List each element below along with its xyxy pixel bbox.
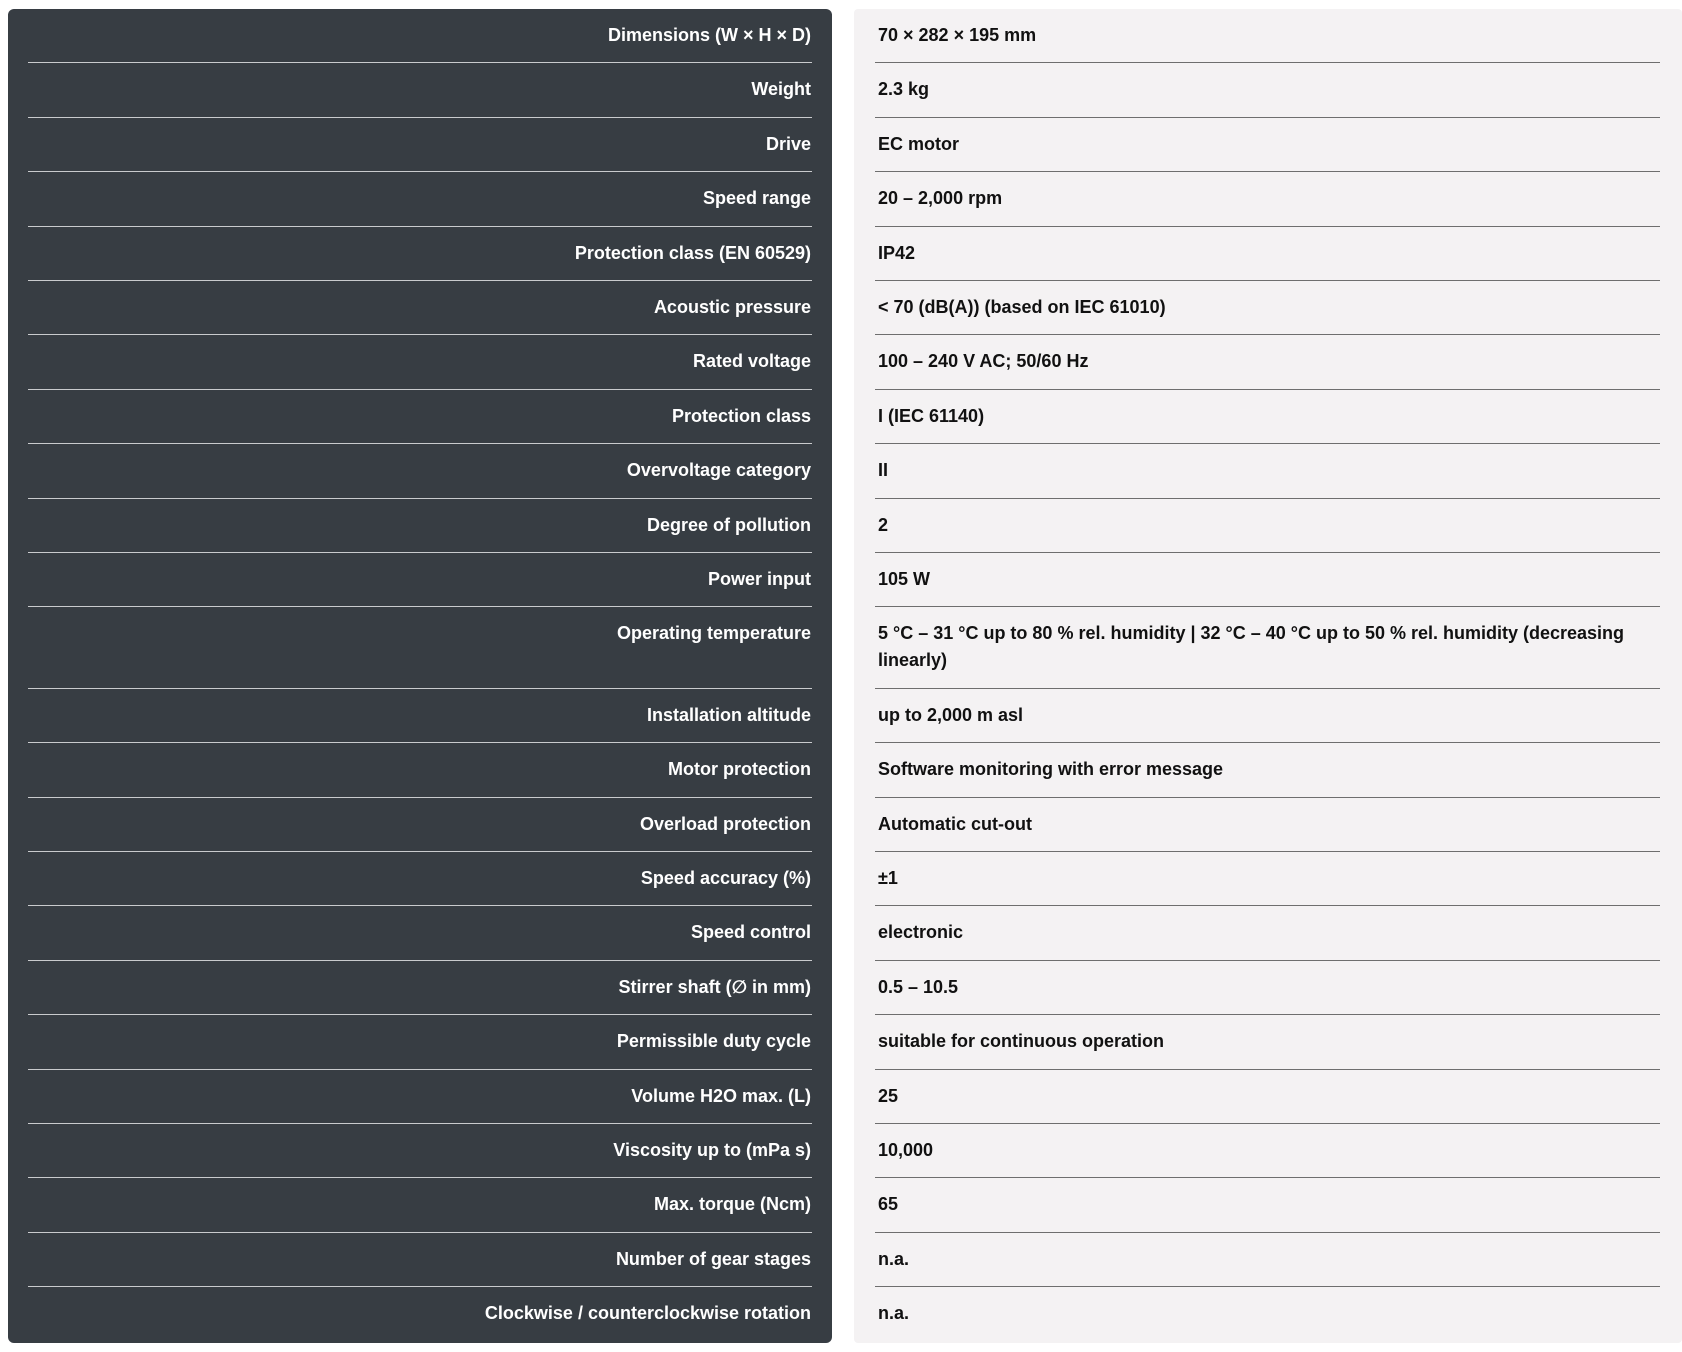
spec-label: Acoustic pressure xyxy=(28,281,812,335)
spec-label: Installation altitude xyxy=(28,689,812,743)
spec-label: Weight xyxy=(28,63,812,117)
spec-value: up to 2,000 m asl xyxy=(875,689,1660,743)
spec-value: n.a. xyxy=(875,1233,1660,1287)
spec-label: Max. torque (Ncm) xyxy=(28,1178,812,1232)
spec-labels-column xyxy=(8,9,832,1343)
spec-label: Drive xyxy=(28,118,812,172)
spec-value: 20 – 2,000 rpm xyxy=(875,172,1660,226)
spec-value: suitable for continuous operation xyxy=(875,1015,1660,1069)
spec-value: 25 xyxy=(875,1070,1660,1124)
spec-value: 105 W xyxy=(875,553,1660,607)
spec-value: II xyxy=(875,444,1660,498)
spec-label: Rated voltage xyxy=(28,335,812,389)
spec-label: Dimensions (W × H × D) xyxy=(28,9,812,63)
spec-label: Protection class (EN 60529) xyxy=(28,227,812,281)
spec-label: Protection class xyxy=(28,390,812,444)
spec-table xyxy=(8,9,1682,1343)
spec-value: ±1 xyxy=(875,852,1660,906)
spec-label: Motor protection xyxy=(28,743,812,797)
spec-value: electronic xyxy=(875,906,1660,960)
spec-label: Power input xyxy=(28,553,812,607)
spec-label: Degree of pollution xyxy=(28,499,812,553)
spec-value: 100 – 240 V AC; 50/60 Hz xyxy=(875,335,1660,389)
spec-value: n.a. xyxy=(878,1303,910,1324)
spec-values-column xyxy=(854,9,1682,1343)
spec-label: Speed range xyxy=(28,172,812,226)
spec-label: Stirrer shaft (∅ in mm) xyxy=(28,961,812,1015)
spec-value: 0.5 – 10.5 xyxy=(875,961,1660,1015)
spec-value: 70 × 282 × 195 mm xyxy=(875,9,1660,63)
spec-value: I (IEC 61140) xyxy=(875,390,1660,444)
spec-value: EC motor xyxy=(875,118,1660,172)
spec-value: < 70 (dB(A)) (based on IEC 61010) xyxy=(875,281,1660,335)
spec-value: 10,000 xyxy=(875,1124,1660,1178)
spec-label: Speed accuracy (%) xyxy=(28,852,812,906)
spec-label: Volume H2O max. (L) xyxy=(28,1070,812,1124)
spec-label: Overvoltage category xyxy=(28,444,812,498)
spec-value: 2.3 kg xyxy=(875,63,1660,117)
spec-label: Overload protection xyxy=(28,798,812,852)
spec-label: Viscosity up to (mPa s) xyxy=(28,1124,812,1178)
spec-label: Speed control xyxy=(28,906,812,960)
spec-value: 5 °C – 31 °C up to 80 % rel. humidity | 32 °C – 40 °C up to 50 % rel. humidity (decreasing linearly) xyxy=(875,607,1660,689)
spec-value: 2 xyxy=(875,499,1660,553)
spec-label: Number of gear stages xyxy=(28,1233,812,1287)
spec-value: Automatic cut-out xyxy=(875,798,1660,852)
spec-label: Clockwise / counterclockwise rotation xyxy=(484,1303,811,1324)
spec-label: Operating temperature xyxy=(28,607,812,689)
spec-value: 65 xyxy=(875,1178,1660,1232)
spec-value: IP42 xyxy=(875,227,1660,281)
spec-value: Software monitoring with error message xyxy=(875,743,1660,797)
spec-label: Permissible duty cycle xyxy=(28,1015,812,1069)
